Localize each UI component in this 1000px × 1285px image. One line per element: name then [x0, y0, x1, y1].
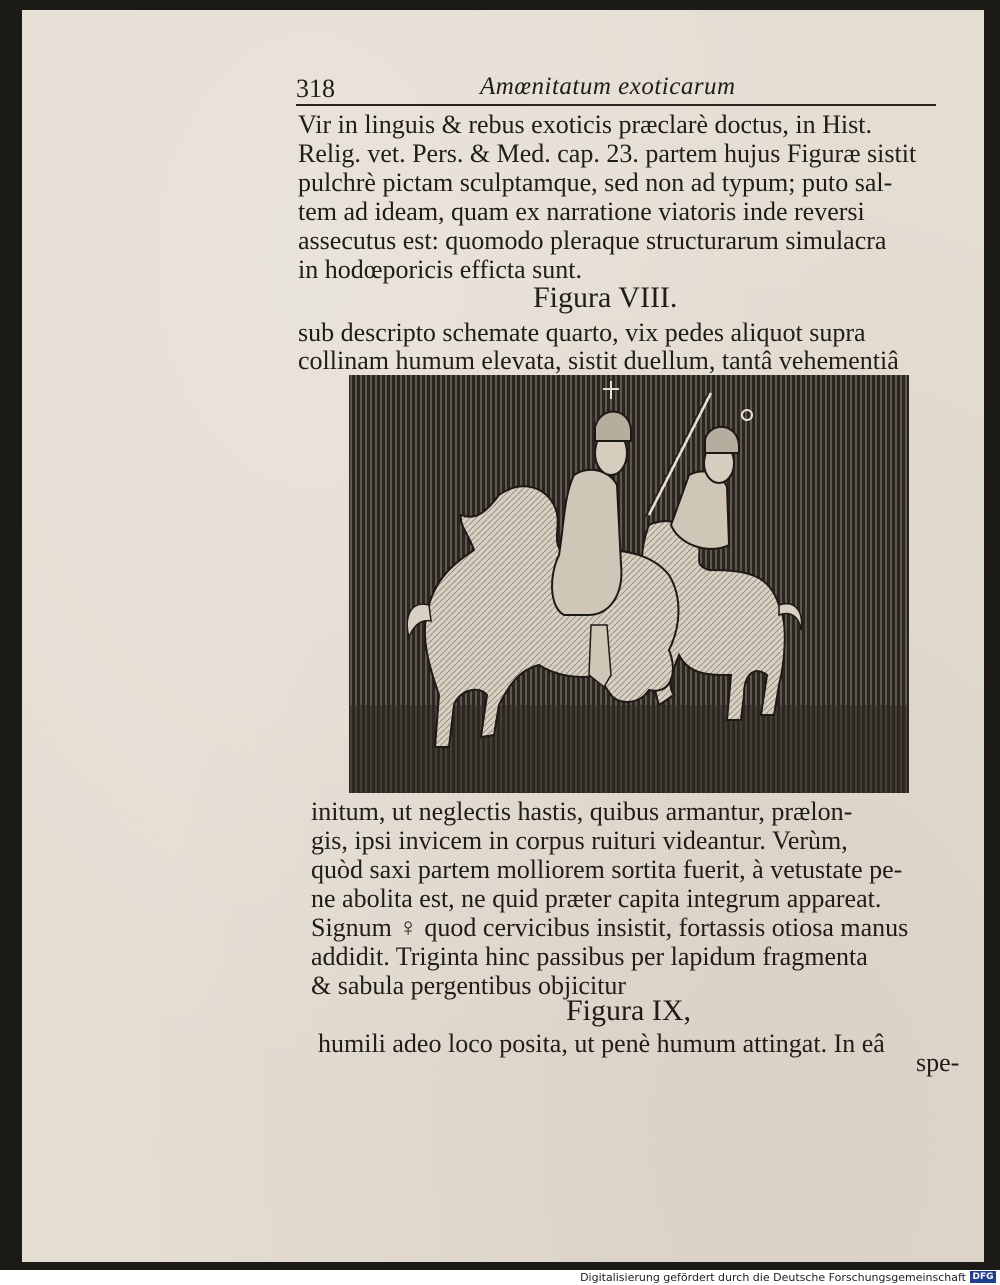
text-line: in hodœporicis efficta sunt. — [298, 255, 583, 284]
heading-figura-ix: Figura IX, — [566, 994, 691, 1027]
text-line: Signum ♀ quod cervicibus insistit, fortassis otiosa manus — [311, 913, 909, 942]
text-line: assecutus est: quomodo pleraque structurarum simulacra — [298, 226, 887, 255]
woodcut-illustration — [349, 375, 909, 793]
text-line: addidit. Triginta hinc passibus per lapidum fragmenta — [311, 942, 868, 971]
text-line: tem ad ideam, quam ex narratione viatoris inde reversi — [298, 197, 865, 226]
header-rule — [296, 104, 936, 106]
text-line: humili adeo loco posita, ut penè humum attingat. In eâ — [318, 1029, 885, 1058]
text-line: gis, ipsi invicem in corpus ruituri videantur. Verùm, — [311, 826, 848, 855]
footer-credit: Digitalisierung gefördert durch die Deutsche Forschungsgemeinschaft — [580, 1271, 966, 1284]
text-line: Vir in linguis & rebus exoticis præclarè doctus, in Hist. — [298, 110, 872, 139]
text-line: ne abolita est, ne quid præter capita integrum appareat. — [311, 884, 882, 913]
page-number: 318 — [296, 74, 335, 103]
text-line: sub descripto schemate quarto, vix pedes aliquot supra — [298, 318, 866, 347]
catchword: spe- — [916, 1048, 960, 1077]
text-line: collinam humum elevata, sistit duellum, tantâ vehementiâ — [298, 346, 899, 375]
text-line: & sabula pergentibus objicitur — [311, 971, 627, 1000]
text-line: initum, ut neglectis hastis, quibus armantur, prælon- — [311, 797, 853, 826]
text-line: pulchrè pictam sculptamque, sed non ad typum; puto sal- — [298, 168, 893, 197]
text-line: Relig. vet. Pers. & Med. cap. 23. partem hujus Figuræ sistit — [298, 139, 917, 168]
heading-figura-viii: Figura VIII. — [533, 281, 678, 314]
text-line: quòd saxi partem molliorem sortita fuerit, à vetustate pe- — [311, 855, 903, 884]
dfg-logo: DFG — [970, 1271, 996, 1283]
running-title: Amœnitatum exoticarum — [480, 73, 736, 100]
